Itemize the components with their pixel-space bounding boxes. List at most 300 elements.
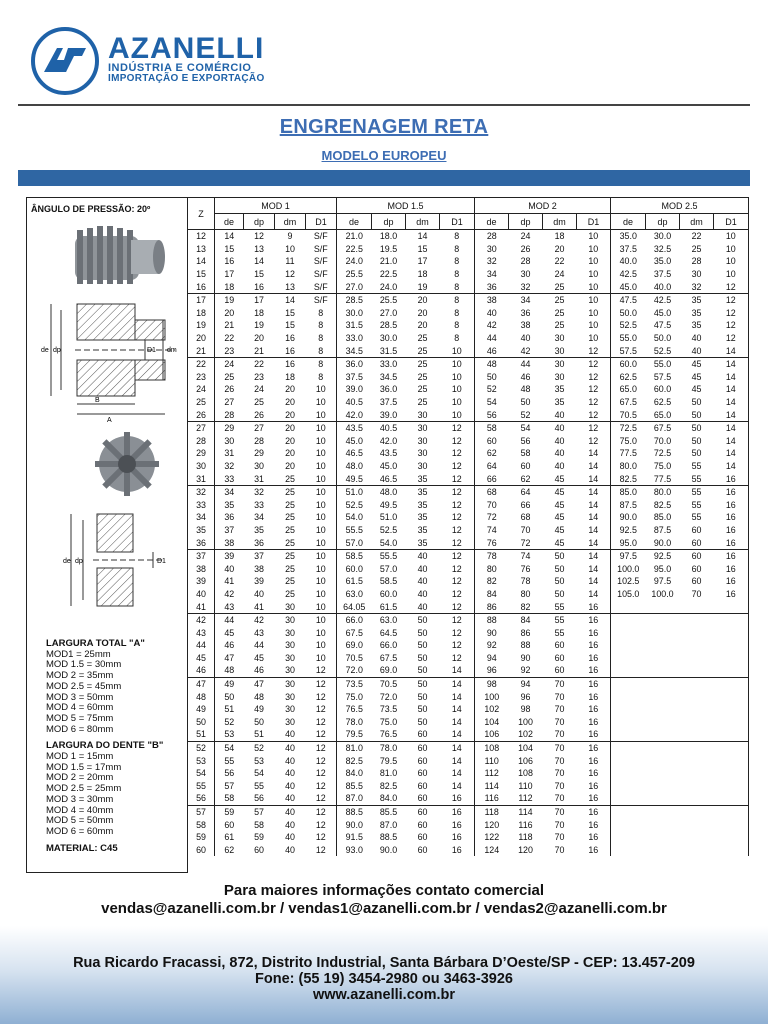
table-cell: 16 bbox=[714, 472, 749, 485]
table-cell: 15 bbox=[285, 307, 295, 318]
table-cell: 61.5 bbox=[337, 575, 372, 588]
table-cell: 16 bbox=[714, 575, 749, 588]
table-cell: 57.0 bbox=[337, 536, 372, 549]
column-header-dp: dp bbox=[372, 214, 406, 230]
z-cell: 24 bbox=[188, 383, 215, 396]
table-cell: 62 bbox=[509, 472, 543, 485]
z-cell: 42 bbox=[188, 613, 215, 626]
table-cell: 12 bbox=[588, 384, 599, 395]
table-cell: 29 bbox=[224, 423, 235, 434]
table-cell: 15 bbox=[224, 243, 235, 254]
table-cell: 10 bbox=[588, 307, 599, 318]
table-cell: 70 bbox=[543, 728, 577, 741]
table-cell: 35 bbox=[554, 384, 565, 395]
z-cell: 39 bbox=[188, 575, 215, 588]
table-cell: 37.5 bbox=[337, 371, 372, 384]
table-cell bbox=[611, 639, 646, 652]
table-cell: 97.5 bbox=[653, 576, 672, 587]
table-row bbox=[188, 703, 749, 716]
table-cell bbox=[680, 664, 714, 677]
table-cell: 70 bbox=[554, 755, 565, 766]
table-cell: 100.0 bbox=[611, 562, 646, 575]
z-cell: 14 bbox=[188, 255, 215, 268]
table-cell bbox=[680, 600, 714, 613]
z-cell: 33 bbox=[188, 498, 215, 511]
table-row bbox=[188, 818, 749, 831]
table-cell: 19.5 bbox=[379, 243, 398, 254]
material-label: MATERIAL: C45 bbox=[46, 842, 118, 854]
table-cell: 108 bbox=[475, 741, 509, 754]
table-cell: 52.5 bbox=[337, 498, 372, 511]
table-cell: 12 bbox=[440, 472, 475, 485]
table-cell: 48 bbox=[215, 664, 244, 677]
table-cell: 14 bbox=[588, 563, 599, 574]
table-cell bbox=[714, 767, 749, 780]
table-cell bbox=[611, 600, 646, 613]
z-cell: 23 bbox=[188, 371, 215, 384]
table-cell: 27 bbox=[224, 397, 235, 408]
table-cell: 38 bbox=[254, 563, 264, 574]
table-cell: 34 bbox=[520, 295, 531, 306]
table-cell: 50 bbox=[680, 408, 714, 421]
table-cell: 10 bbox=[306, 536, 337, 549]
table-cell bbox=[714, 716, 749, 729]
table-cell: 44 bbox=[520, 359, 531, 370]
table-cell: 30 bbox=[285, 640, 295, 651]
total-width-item: MOD 6 = 80mm bbox=[46, 723, 114, 735]
table-cell: 16 bbox=[588, 743, 599, 754]
table-cell: 34 bbox=[254, 512, 264, 523]
table-cell: 51.0 bbox=[379, 512, 398, 523]
total-width-item: MOD 3 = 50mm bbox=[46, 691, 114, 703]
table-cell: 25 bbox=[224, 371, 235, 382]
table-cell: 66.0 bbox=[337, 613, 372, 626]
table-cell: 54.0 bbox=[337, 511, 372, 524]
table-cell: 114 bbox=[475, 780, 509, 793]
table-cell: 36 bbox=[224, 512, 235, 523]
table-cell: 55 bbox=[554, 615, 565, 626]
table-cell: 12 bbox=[451, 512, 462, 523]
table-cell: 14 bbox=[285, 295, 295, 306]
table-cell: 58 bbox=[520, 448, 531, 459]
column-header-d1: D1 bbox=[306, 214, 337, 230]
table-cell bbox=[611, 664, 646, 677]
table-cell: 42 bbox=[509, 344, 543, 357]
column-header-dm: dm bbox=[680, 214, 714, 230]
table-cell: 27 bbox=[254, 423, 264, 434]
table-cell: 60 bbox=[417, 832, 428, 843]
table-cell: 22 bbox=[554, 256, 565, 267]
dm-label: dm bbox=[167, 347, 177, 354]
tooth-width-item: MOD 2.5 = 25mm bbox=[46, 783, 122, 795]
table-cell: 80.0 bbox=[653, 487, 672, 498]
table-cell: 63.0 bbox=[337, 588, 372, 601]
table-cell: 16 bbox=[577, 792, 611, 805]
table-cell: 14 bbox=[451, 704, 462, 715]
table-cell: 36.0 bbox=[337, 357, 372, 370]
table-cell: 50 bbox=[417, 716, 428, 727]
table-cell: 14 bbox=[588, 551, 599, 562]
table-cell: 10 bbox=[451, 384, 462, 395]
table-cell: 40 bbox=[275, 792, 306, 805]
table-cell: 12 bbox=[714, 280, 749, 293]
table-cell: 110 bbox=[518, 780, 533, 791]
table-cell: 58 bbox=[215, 792, 244, 805]
table-cell: 80 bbox=[475, 562, 509, 575]
table-cell bbox=[611, 831, 646, 844]
table-cell: 40.0 bbox=[646, 280, 680, 293]
table-cell bbox=[611, 613, 646, 626]
table-cell: 53 bbox=[215, 728, 244, 741]
table-cell: 19 bbox=[254, 320, 264, 331]
table-cell: 97.5 bbox=[611, 549, 646, 562]
table-cell: 60 bbox=[417, 819, 428, 830]
table-cell: 64 bbox=[475, 460, 509, 473]
table-cell: 42 bbox=[224, 588, 235, 599]
table-cell: 92.5 bbox=[611, 524, 646, 537]
table-cell: 12 bbox=[315, 743, 326, 754]
table-cell: 14 bbox=[417, 231, 428, 242]
table-cell: 14 bbox=[714, 371, 749, 384]
table-cell: 17 bbox=[417, 256, 428, 267]
table-row bbox=[188, 728, 749, 741]
table-cell bbox=[714, 652, 749, 665]
gear-spec-table bbox=[187, 197, 749, 856]
table-cell: 30 bbox=[417, 448, 428, 459]
table-cell: 54 bbox=[520, 423, 531, 434]
table-cell: 40 bbox=[543, 408, 577, 421]
table-cell: 55.5 bbox=[337, 524, 372, 537]
table-cell: 46 bbox=[244, 664, 275, 677]
table-cell: 25 bbox=[417, 359, 428, 370]
table-cell: 70 bbox=[554, 716, 565, 727]
table-cell: 25 bbox=[254, 397, 264, 408]
table-cell: 57.0 bbox=[379, 563, 398, 574]
table-cell: 40 bbox=[417, 551, 428, 562]
tooth-width-item: MOD 4 = 40mm bbox=[46, 804, 114, 816]
table-row bbox=[188, 677, 749, 690]
table-cell: 10 bbox=[714, 268, 749, 281]
b-label: B bbox=[95, 397, 100, 404]
table-cell: 50 bbox=[417, 627, 428, 638]
table-cell: 87.0 bbox=[379, 819, 398, 830]
column-header-d1: D1 bbox=[577, 214, 611, 230]
table-cell: 25 bbox=[417, 333, 428, 344]
z-cell: 13 bbox=[188, 243, 215, 256]
brand-name: AZANELLI bbox=[108, 32, 265, 65]
table-cell: 60 bbox=[417, 755, 428, 766]
table-cell bbox=[646, 639, 680, 652]
table-cell: 16 bbox=[714, 549, 749, 562]
table-cell: 16 bbox=[588, 679, 599, 690]
dp-label-2: dp bbox=[75, 558, 83, 565]
table-cell: 16 bbox=[588, 832, 599, 843]
table-cell: 45.0 bbox=[379, 460, 398, 471]
table-cell: 12 bbox=[451, 487, 462, 498]
table-cell: 60 bbox=[554, 640, 565, 651]
table-cell: 67.5 bbox=[379, 652, 398, 663]
table-cell: 93.0 bbox=[337, 844, 372, 857]
table-cell: 48.0 bbox=[379, 487, 398, 498]
table-cell: 10 bbox=[577, 280, 611, 293]
table-cell: 37 bbox=[254, 551, 264, 562]
table-cell: 10 bbox=[315, 627, 326, 638]
table-cell: 12 bbox=[315, 679, 326, 690]
table-cell: 40 bbox=[520, 333, 531, 344]
table-row bbox=[188, 805, 749, 818]
table-cell: 47.5 bbox=[611, 293, 646, 306]
table-cell: 14 bbox=[451, 768, 462, 779]
table-cell: 14 bbox=[588, 512, 599, 523]
table-cell: 12 bbox=[451, 615, 462, 626]
table-cell: 76 bbox=[520, 563, 531, 574]
z-cell: 46 bbox=[188, 664, 215, 677]
table-cell: 45 bbox=[543, 472, 577, 485]
table-cell bbox=[714, 741, 749, 754]
table-cell: 35 bbox=[417, 524, 428, 535]
table-cell: 90 bbox=[520, 652, 531, 663]
table-cell: 46.5 bbox=[372, 472, 406, 485]
z-cell: 49 bbox=[188, 703, 215, 716]
table-row bbox=[188, 485, 749, 498]
table-cell: 100 bbox=[475, 690, 509, 703]
table-cell: 74 bbox=[475, 524, 509, 537]
table-cell: 10 bbox=[315, 423, 326, 434]
table-cell: 55 bbox=[224, 755, 235, 766]
table-cell: 16 bbox=[588, 691, 599, 702]
table-cell: 42.5 bbox=[611, 268, 646, 281]
table-cell: 14 bbox=[440, 728, 475, 741]
table-cell: 90.0 bbox=[337, 818, 372, 831]
table-cell bbox=[714, 818, 749, 831]
table-cell: 16 bbox=[451, 844, 462, 855]
column-header-d1: D1 bbox=[714, 214, 749, 230]
table-row bbox=[188, 460, 749, 473]
table-cell: 60 bbox=[417, 768, 428, 779]
table-cell: 38 bbox=[215, 536, 244, 549]
table-cell: 21.0 bbox=[337, 230, 372, 243]
table-cell bbox=[646, 716, 680, 729]
table-cell: 30.0 bbox=[337, 307, 372, 320]
z-cell: 30 bbox=[188, 460, 215, 473]
table-cell: 104 bbox=[518, 743, 533, 754]
table-cell: 20 bbox=[285, 460, 295, 471]
table-cell: 44 bbox=[475, 332, 509, 345]
table-cell: 14 bbox=[588, 576, 599, 587]
table-cell: 39 bbox=[224, 551, 235, 562]
table-cell bbox=[611, 626, 646, 639]
table-cell: 30 bbox=[417, 423, 428, 434]
table-cell: 28 bbox=[520, 256, 531, 267]
table-cell: 10 bbox=[315, 652, 326, 663]
table-cell: 60 bbox=[554, 652, 565, 663]
table-cell bbox=[646, 805, 680, 818]
table-cell: 14 bbox=[714, 460, 749, 473]
table-cell: 56 bbox=[520, 435, 531, 446]
table-cell: 40 bbox=[285, 768, 295, 779]
z-cell: 18 bbox=[188, 307, 215, 320]
table-cell bbox=[646, 780, 680, 793]
contact-emails[interactable]: vendas@azanelli.com.br / vendas1@azanelli.com.br / vendas2@azanelli.com.br bbox=[101, 900, 667, 917]
company-website[interactable]: www.azanelli.com.br bbox=[312, 987, 456, 1003]
table-cell: 55 bbox=[691, 499, 702, 510]
table-row bbox=[188, 524, 749, 537]
table-cell bbox=[611, 652, 646, 665]
table-cell: 40 bbox=[285, 844, 295, 855]
table-cell: 31.5 bbox=[337, 319, 372, 332]
table-cell: 40 bbox=[417, 576, 428, 587]
table-cell: 72.5 bbox=[653, 448, 672, 459]
table-cell bbox=[611, 741, 646, 754]
table-cell bbox=[714, 690, 749, 703]
table-cell: 33 bbox=[254, 499, 264, 510]
table-cell: 51 bbox=[224, 704, 235, 715]
table-cell: 12 bbox=[714, 293, 749, 306]
table-cell: 12 bbox=[451, 499, 462, 510]
table-cell: 45 bbox=[691, 371, 702, 382]
mod-header: MOD 2.5 bbox=[611, 198, 749, 214]
gear-technical-drawing-2 bbox=[63, 508, 173, 612]
table-cell: 55 bbox=[554, 627, 565, 638]
table-cell: 60 bbox=[417, 807, 428, 818]
table-cell: 20 bbox=[285, 384, 295, 395]
table-cell: 82.5 bbox=[379, 780, 398, 791]
de-label: de bbox=[41, 347, 49, 354]
table-cell bbox=[611, 690, 646, 703]
table-cell bbox=[680, 716, 714, 729]
table-cell: 50 bbox=[691, 423, 702, 434]
table-cell: 39.0 bbox=[372, 408, 406, 421]
table-cell: 50 bbox=[554, 588, 565, 599]
table-row bbox=[188, 344, 749, 357]
table-cell: 50 bbox=[691, 448, 702, 459]
table-cell: 12 bbox=[315, 807, 326, 818]
table-cell: 79.5 bbox=[379, 755, 398, 766]
column-header-dp: dp bbox=[646, 214, 680, 230]
table-cell: 10 bbox=[588, 333, 599, 344]
table-cell bbox=[714, 613, 749, 626]
table-cell: 12 bbox=[588, 359, 599, 370]
table-cell: 8 bbox=[318, 359, 324, 370]
d1-label: D1 bbox=[147, 347, 156, 354]
table-cell: 87.5 bbox=[653, 524, 672, 535]
table-cell: 16 bbox=[285, 333, 295, 344]
tooth-width-item: MOD 3 = 30mm bbox=[46, 793, 114, 805]
table-cell: 60 bbox=[406, 728, 440, 741]
table-cell: 45.0 bbox=[337, 435, 372, 448]
table-cell: 54 bbox=[224, 743, 235, 754]
table-cell: 14 bbox=[714, 383, 749, 396]
table-cell: 12 bbox=[451, 563, 462, 574]
table-cell: 20 bbox=[285, 423, 295, 434]
table-cell: 31.5 bbox=[372, 344, 406, 357]
table-cell: 14 bbox=[714, 435, 749, 448]
z-cell: 43 bbox=[188, 626, 215, 639]
table-row bbox=[188, 652, 749, 665]
table-cell: 73.5 bbox=[379, 704, 398, 715]
table-cell: 87.0 bbox=[337, 792, 372, 805]
table-cell: 25 bbox=[285, 563, 295, 574]
table-cell: 37 bbox=[224, 524, 235, 535]
de-label-2: de bbox=[63, 558, 71, 565]
d1-label-2: D1 bbox=[157, 558, 166, 565]
table-cell: 14 bbox=[451, 679, 462, 690]
table-cell: 31 bbox=[224, 448, 235, 459]
tooth-width-item: MOD 6 = 60mm bbox=[46, 825, 114, 837]
table-cell: 46 bbox=[475, 344, 509, 357]
table-cell: 60.0 bbox=[611, 357, 646, 370]
table-cell: 12 bbox=[315, 716, 326, 727]
table-cell: 35 bbox=[554, 397, 565, 408]
table-cell: 57 bbox=[224, 780, 235, 791]
table-cell: 14 bbox=[451, 755, 462, 766]
table-row bbox=[188, 536, 749, 549]
table-cell: 37.5 bbox=[653, 269, 672, 280]
z-cell: 54 bbox=[188, 767, 215, 780]
table-cell bbox=[714, 780, 749, 793]
table-cell: 102 bbox=[509, 728, 543, 741]
table-row bbox=[188, 792, 749, 805]
table-cell: 105.0 bbox=[611, 588, 646, 601]
table-cell: 25 bbox=[554, 295, 565, 306]
table-row bbox=[188, 575, 749, 588]
table-cell: 12 bbox=[315, 832, 326, 843]
gear-table-body bbox=[188, 230, 749, 857]
column-header-de: de bbox=[337, 214, 372, 230]
table-cell: 45 bbox=[554, 499, 565, 510]
table-cell: 60.0 bbox=[653, 384, 672, 395]
table-cell: 66 bbox=[520, 499, 531, 510]
table-cell: 92 bbox=[509, 664, 543, 677]
table-cell: 28.5 bbox=[337, 293, 372, 306]
table-cell: 78.0 bbox=[379, 743, 398, 754]
table-cell: 43.5 bbox=[379, 448, 398, 459]
table-cell: 60 bbox=[417, 743, 428, 754]
column-header-dp: dp bbox=[244, 214, 275, 230]
table-cell: 10 bbox=[588, 295, 599, 306]
table-cell: 35 bbox=[691, 307, 702, 318]
table-cell: 58 bbox=[254, 819, 264, 830]
table-cell: 10 bbox=[315, 384, 326, 395]
table-cell bbox=[680, 703, 714, 716]
table-cell: 16 bbox=[588, 807, 599, 818]
table-cell: 12 bbox=[451, 524, 462, 535]
table-row bbox=[188, 613, 749, 626]
table-cell: 12 bbox=[306, 792, 337, 805]
table-cell: 32 bbox=[224, 460, 235, 471]
table-cell: 16 bbox=[440, 792, 475, 805]
table-cell: 52.5 bbox=[611, 319, 646, 332]
table-cell: 12 bbox=[451, 460, 462, 471]
table-cell: 40 bbox=[417, 588, 428, 599]
table-cell: 76.5 bbox=[372, 728, 406, 741]
table-cell: 25 bbox=[417, 371, 428, 382]
table-cell: 22.5 bbox=[379, 269, 398, 280]
table-cell: 59 bbox=[254, 832, 264, 843]
tooth-width-item: MOD 1.5 = 17mm bbox=[46, 761, 122, 773]
table-cell: 21.0 bbox=[379, 256, 398, 267]
z-cell: 36 bbox=[188, 536, 215, 549]
table-cell: 14 bbox=[440, 664, 475, 677]
table-cell: 30 bbox=[554, 333, 565, 344]
table-cell: 12 bbox=[315, 844, 326, 855]
table-cell: 78 bbox=[475, 549, 509, 562]
table-row bbox=[188, 255, 749, 268]
table-cell: 11 bbox=[285, 256, 295, 267]
table-cell: 10 bbox=[315, 397, 326, 408]
table-cell: 28 bbox=[215, 408, 244, 421]
z-cell: 58 bbox=[188, 818, 215, 831]
